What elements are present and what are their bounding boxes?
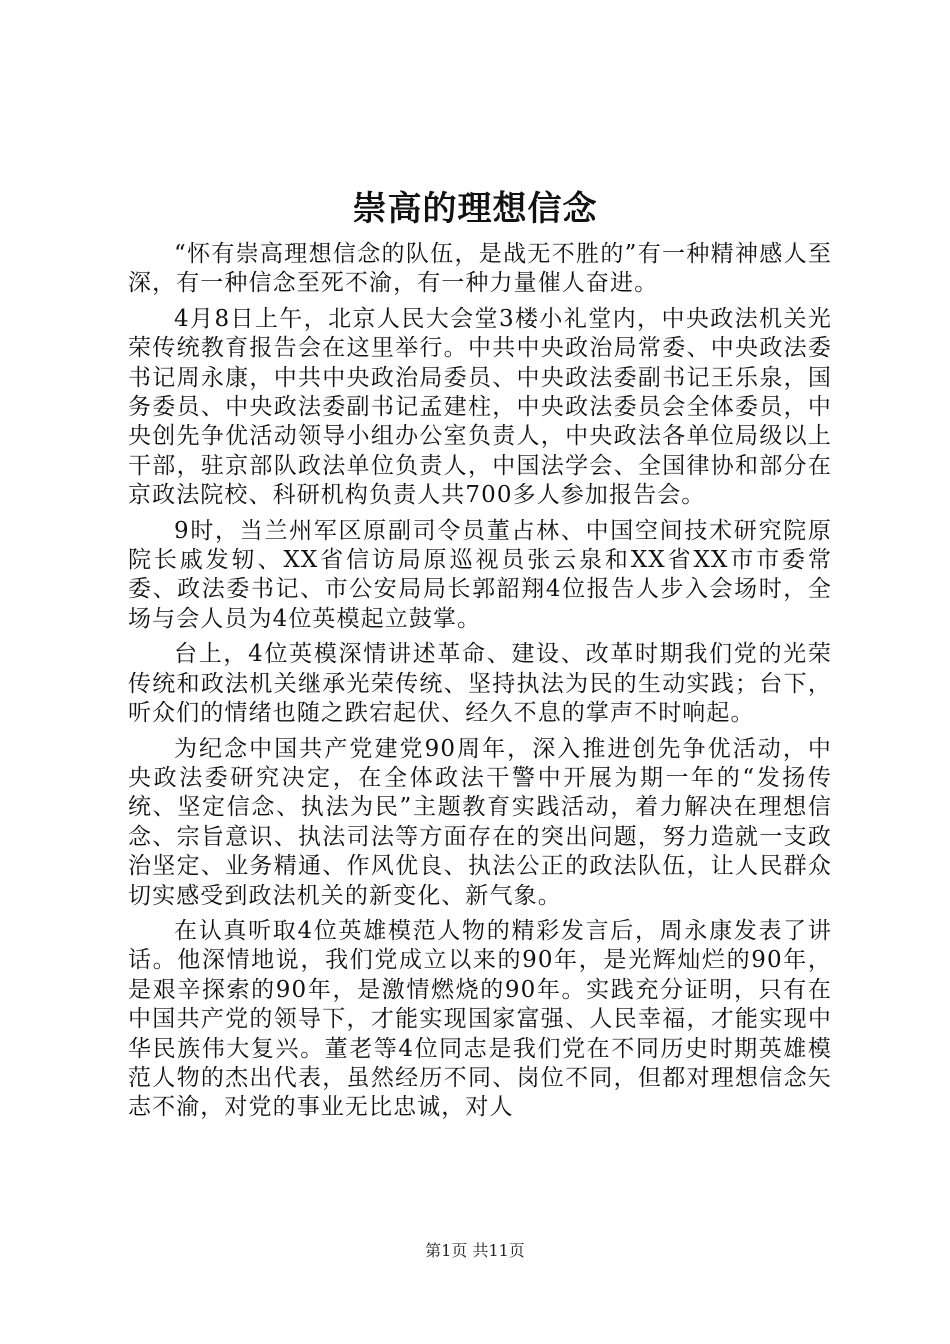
- document-body: [128, 240, 832, 1129]
- paragraph: 为纪念中国共产党建党90周年，深入推进创先争优活动，中央政法委研究决定，在全体政法干警中开展为期一年的“发扬传统、坚定信念、执法为民”主题教育实践活动，着力解决在理想信念、宗旨意识、执法司法等方面存在的突出问题，努力造就一支政治坚定、业务精通、作风优良、执法公正的政法队伍，让人民群众切实感受到政法机关的新变化、新气象。: [128, 735, 832, 909]
- paragraph: “怀有崇高理想信念的队伍，是战无不胜的”有一种精神感人至深，有一种信念至死不渝，有一种力量催人奋进。: [128, 241, 832, 297]
- paragraph: 在认真听取4位英雄模范人物的精彩发言后，周永康发表了讲话。他深情地说，我们党成立以来的90年，是光辉灿烂的90年，是艰辛探索的90年，是激情燃烧的90年。实践充分证明，只有在中国共产党的领导下，才能实现国家富强、人民幸福，才能实现中华民族伟大复兴。董老等4位同志是我们党在不同历史时期英雄模范人物的杰出代表，虽然经历不同、岗位不同，但都对理想信念矢志不渝，对党的事业无比忠诚，对人: [128, 917, 832, 1121]
- document-title: 崇高的理想信念: [352, 189, 598, 229]
- paragraph: 9时，当兰州军区原副司令员董占林、中国空间技术研究院原院长戚发轫、XX省信访局原巡视员张云泉和XX省XX市市委常委、政法委书记、市公安局局长郭韶翔4位报告人步入会场时，全场与会人员为4位英模起立鼓掌。: [128, 517, 832, 632]
- page-number-footer: 第1页 共11页: [425, 1241, 525, 1260]
- paragraph: 台上，4位英模深情讲述革命、建设、改革时期我们党的光荣传统和政法机关继承光荣传统、坚持执法为民的生动实践；台下，听众们的情绪也随之跌宕起伏、经久不息的掌声不时响起。: [128, 641, 832, 727]
- paragraph: 4月8日上午，北京人民大会堂3楼小礼堂内，中央政法机关光荣传统教育报告会在这里举行。中共中央政治局常委、中央政法委书记周永康，中共中央政治局委员、中央政法委副书记王乐泉，国务委员、中央政法委副书记孟建柱，中央政法委员会全体委员，中央创先争优活动领导小组办公室负责人，中央政法各单位局级以上干部，驻京部队政法单位负责人，中国法学会、全国律协和部分在京政法院校、科研机构负责人共700多人参加报告会。: [128, 305, 832, 509]
